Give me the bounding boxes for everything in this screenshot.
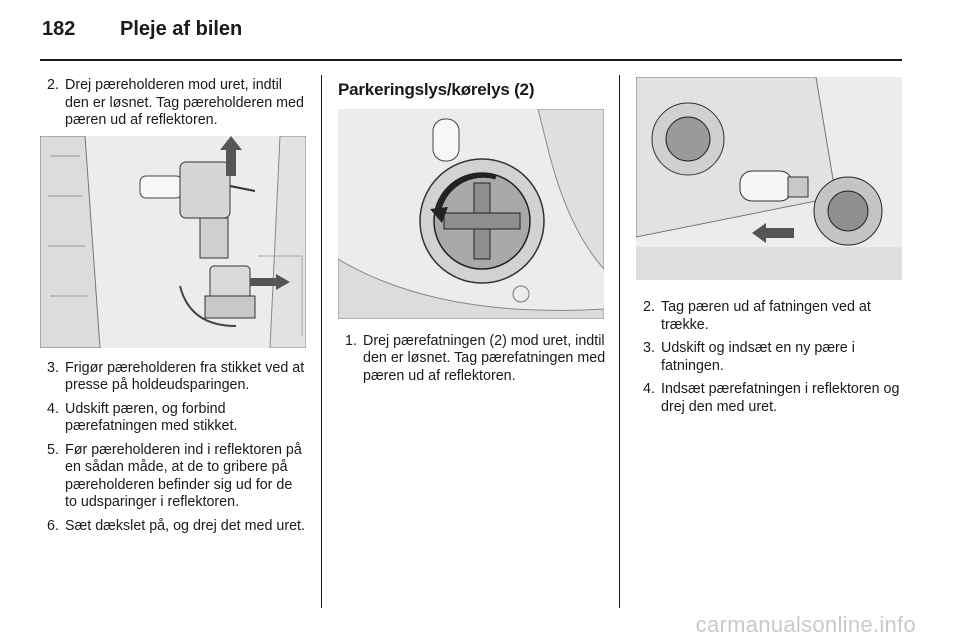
list-item	[40, 77, 306, 130]
column-divider-1	[321, 75, 322, 608]
column-3	[636, 77, 902, 422]
list-item	[636, 299, 902, 334]
step-text: Før pæreholderen ind i reflektoren på en sådan måde, at de to gribere på pæreholderen befinder sig ud for de to udsparinger i reflektoren.	[65, 441, 302, 510]
step-text: Udskift pæren, og forbind pærefatningen med stikket.	[65, 400, 238, 434]
list-item	[40, 360, 306, 395]
step-number: 5.	[47, 441, 59, 458]
bulb-removal-figure	[636, 77, 902, 280]
step-text: Tag pæren ud af fatningen ved at trække.	[661, 299, 871, 333]
step-number: 4.	[47, 400, 59, 417]
list-item	[40, 442, 306, 512]
page-header	[42, 18, 242, 41]
list-item	[636, 340, 902, 375]
step-text: Indsæt pærefatningen i reflektoren og drej den med uret.	[661, 381, 900, 415]
list-item	[40, 518, 306, 536]
step-number: 2.	[643, 299, 655, 315]
step-text: Drej pærefatningen (2) mod uret, indtil den er løsnet. Tag pærefatningen med pæren ud af reflektoren.	[363, 332, 606, 384]
step-number: 4.	[643, 381, 655, 397]
step-text: Drej pæreholderen mod uret, indtil den er løsnet. Tag pæreholderen med pæren ud af reflektoren.	[65, 77, 304, 128]
step-number: 3.	[643, 340, 655, 356]
list-item	[636, 381, 902, 416]
steps-list	[636, 299, 902, 416]
column-1	[40, 77, 306, 541]
step-number: 3.	[47, 359, 59, 376]
step-number: 1.	[345, 332, 357, 349]
page-title: Pleje af bilen	[120, 18, 243, 40]
column-divider-2	[619, 75, 620, 608]
step-text: Frigør pæreholderen fra stikket ved at presse på holdeudsparingen.	[65, 359, 305, 393]
watermark-text: carmanualsonline.info	[695, 612, 916, 637]
page-number: 182	[42, 18, 76, 40]
steps-list	[338, 333, 606, 386]
list-item	[40, 401, 306, 436]
step-number: 2.	[47, 77, 59, 93]
header-rule	[40, 59, 902, 61]
column-2	[338, 77, 606, 391]
list-item	[338, 333, 606, 386]
bulb-holder-figure	[40, 136, 306, 348]
steps-list-top	[40, 77, 306, 130]
section-title: Parkeringslys/kørelys (2)	[338, 80, 535, 99]
step-text: Sæt dækslet på, og drej det med uret.	[65, 517, 305, 534]
step-text: Udskift og indsæt en ny pære i fatningen.	[661, 340, 855, 374]
step-number: 6.	[47, 517, 59, 534]
parking-light-figure	[338, 109, 604, 319]
steps-list-bottom	[40, 360, 306, 536]
